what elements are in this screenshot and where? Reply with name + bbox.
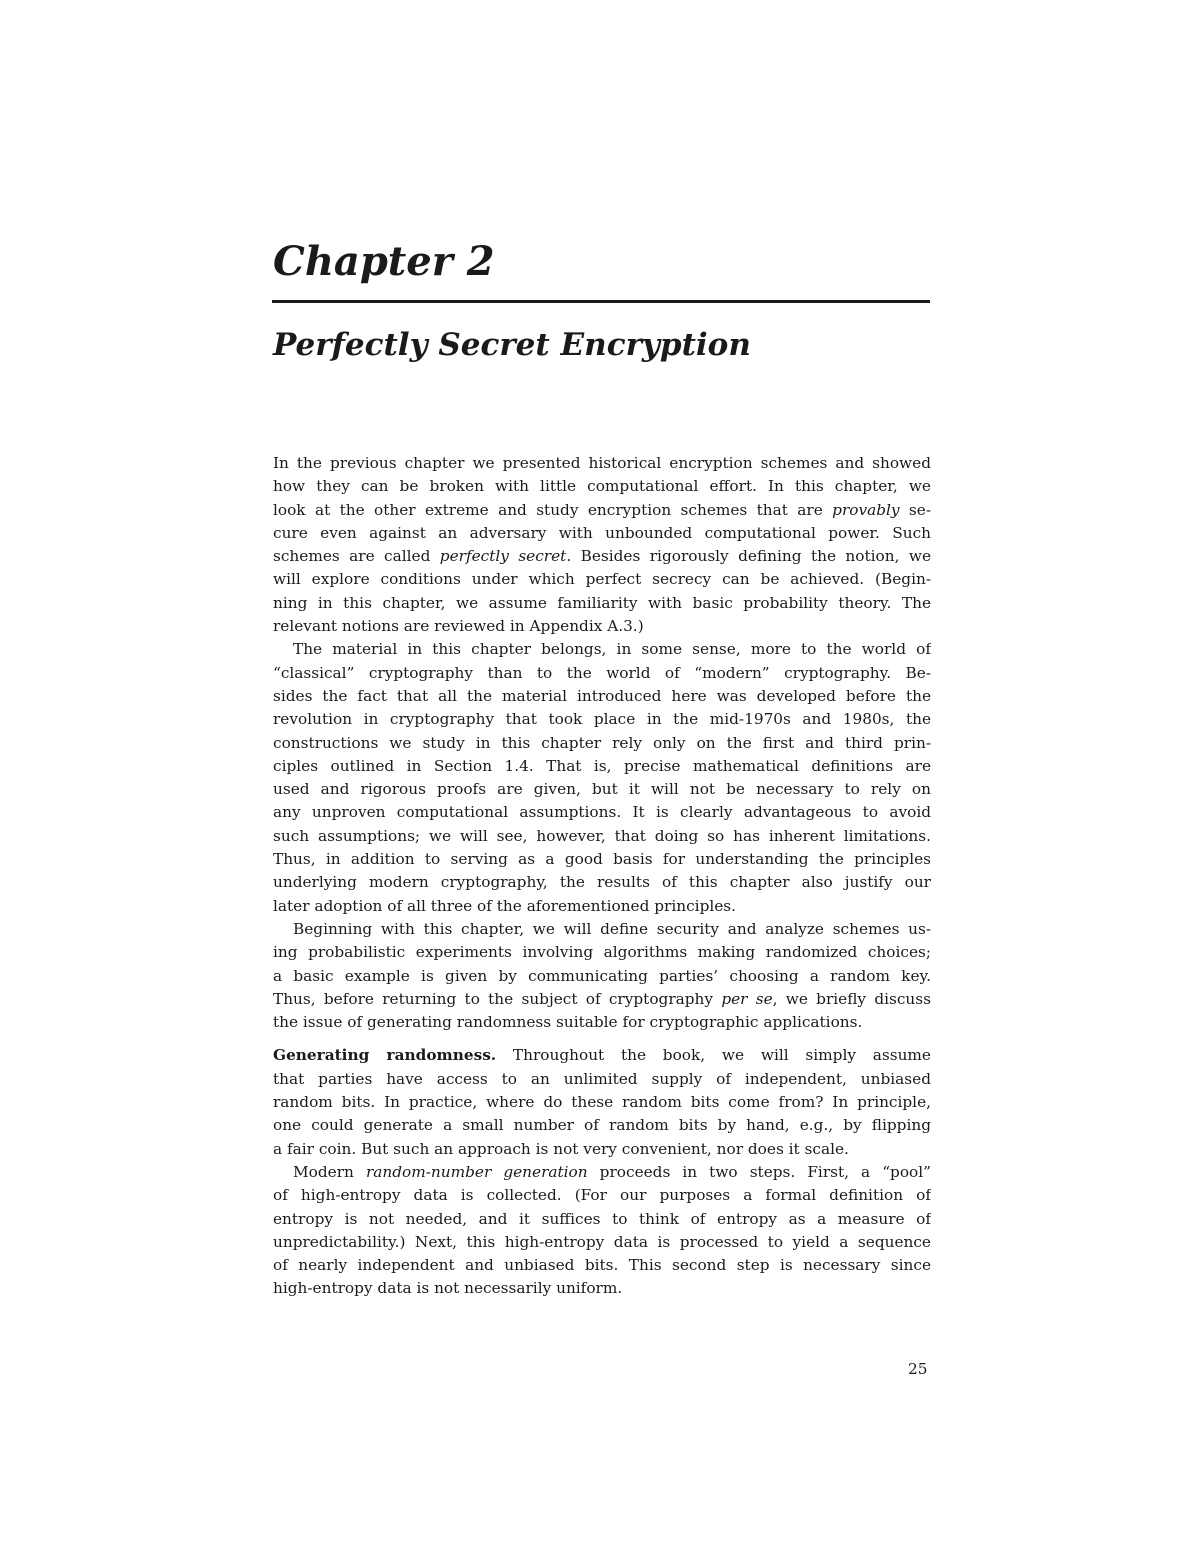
text-line xyxy=(273,825,931,848)
chapter-rule xyxy=(272,300,930,303)
text-line xyxy=(273,1254,931,1277)
text-run: “classical” cryptography than to the world of “modern” cryptography. Be- xyxy=(273,663,931,682)
section-gap xyxy=(273,1034,931,1044)
text-line xyxy=(273,1068,931,1091)
text-line xyxy=(273,708,931,731)
paragraph xyxy=(273,638,931,918)
text-line xyxy=(273,1091,931,1114)
text-run: . Besides rigorously defining the notion, we xyxy=(566,547,931,566)
text-run: The material in this chapter belongs, in some sense, more to the world of xyxy=(293,640,931,659)
text-line xyxy=(273,592,931,615)
text-run: sides the fact that all the material introduced here was developed before the xyxy=(273,686,931,705)
text-run: ing probabilistic experiments involving algorithms making randomized choices; xyxy=(273,943,931,962)
text-line xyxy=(273,1231,931,1254)
text-run: , we briefly discuss xyxy=(772,989,931,1008)
emphasized-term: per se xyxy=(721,989,773,1008)
text-line xyxy=(273,871,931,894)
text-line xyxy=(273,801,931,824)
text-run: of nearly independent and unbiased bits. This second step is necessary since xyxy=(273,1256,931,1275)
chapter-title: Perfectly Secret Encryption xyxy=(273,327,751,363)
text-run: constructions we study in this chapter rely only on the first and third prin- xyxy=(273,733,931,752)
text-run: entropy is not needed, and it suffices to think of entropy as a measure of xyxy=(273,1209,931,1228)
text-run: relevant notions are reviewed in Appendix A.3.) xyxy=(273,617,644,636)
text-line xyxy=(273,778,931,801)
run-in-heading: Generating randomness. xyxy=(273,1046,497,1065)
text-run: random bits. In practice, where do these random bits come from? In principle, xyxy=(273,1093,931,1112)
text-line xyxy=(273,1138,931,1161)
text-line xyxy=(273,965,931,988)
text-line xyxy=(273,522,931,545)
body-text xyxy=(273,452,931,1301)
text-run: how they can be broken with little computational effort. In this chapter, we xyxy=(273,477,931,496)
text-run: that parties have access to an unlimited supply of independent, unbiased xyxy=(273,1069,931,1088)
text-run: used and rigorous proofs are given, but it will not be necessary to rely on xyxy=(273,780,931,799)
text-line xyxy=(273,732,931,755)
text-run: proceeds in two steps. First, a “pool” xyxy=(587,1162,931,1181)
text-line xyxy=(273,988,931,1011)
text-run: look at the other extreme and study encryption schemes that are xyxy=(273,500,833,519)
text-run: Thus, in addition to serving as a good basis for understanding the principles xyxy=(273,850,931,869)
text-run: of high-entropy data is collected. (For our purposes a formal definition of xyxy=(273,1186,931,1205)
text-line xyxy=(273,638,931,661)
text-line xyxy=(273,1184,931,1207)
text-line xyxy=(273,615,931,638)
text-line xyxy=(273,1011,931,1034)
text-run: Throughout the book, we will simply assume xyxy=(496,1046,931,1065)
emphasized-term: provably xyxy=(832,500,900,519)
text-run: revolution in cryptography that took place in the mid-1970s and 1980s, the xyxy=(273,710,931,729)
text-line xyxy=(273,848,931,871)
paragraph xyxy=(273,1161,931,1301)
text-line xyxy=(273,918,931,941)
text-run: the issue of generating randomness suitable for cryptographic applications. xyxy=(273,1013,863,1032)
text-run: will explore conditions under which perfect secrecy can be achieved. (Begin- xyxy=(273,570,931,589)
text-run: schemes are called xyxy=(273,547,440,566)
text-run: In the previous chapter we presented historical encryption schemes and showed xyxy=(273,454,931,472)
text-line xyxy=(273,685,931,708)
text-run: cure even against an adversary with unbounded computational power. Such xyxy=(273,523,931,542)
text-run: a basic example is given by communicating parties’ choosing a random key. xyxy=(273,966,931,985)
text-line xyxy=(273,1044,931,1067)
text-run: Modern xyxy=(293,1162,366,1181)
text-run: any unproven computational assumptions. It is clearly advantageous to avoid xyxy=(273,803,931,822)
text-run: unpredictability.) Next, this high-entropy data is processed to yield a sequence xyxy=(273,1232,931,1251)
text-run: se- xyxy=(899,500,931,519)
text-line xyxy=(273,452,931,475)
emphasized-term: perfectly secret xyxy=(439,547,567,566)
text-line xyxy=(273,941,931,964)
text-line xyxy=(273,1114,931,1137)
text-run: ning in this chapter, we assume familiarity with basic probability theory. The xyxy=(273,593,931,612)
text-line xyxy=(273,662,931,685)
paragraph xyxy=(273,918,931,1034)
text-run: one could generate a small number of random bits by hand, e.g., by flipping xyxy=(273,1116,931,1135)
text-line xyxy=(273,475,931,498)
text-line xyxy=(273,545,931,568)
text-run: ciples outlined in Section 1.4. That is, precise mathematical definitions are xyxy=(273,756,931,775)
text-run: Thus, before returning to the subject of cryptography xyxy=(273,989,722,1008)
text-run: such assumptions; we will see, however, that doing so has inherent limitations. xyxy=(273,826,931,845)
paragraph xyxy=(273,452,931,638)
text-run: Beginning with this chapter, we will define security and analyze schemes us- xyxy=(293,919,931,938)
text-run: underlying modern cryptography, the results of this chapter also justify our xyxy=(273,873,931,892)
page-number: 25 xyxy=(908,1360,928,1378)
text-line xyxy=(273,895,931,918)
text-line xyxy=(273,1208,931,1231)
text-run: later adoption of all three of the aforementioned principles. xyxy=(273,896,737,915)
text-line xyxy=(273,755,931,778)
text-line xyxy=(273,1277,931,1300)
emphasized-term: random-number generation xyxy=(365,1162,588,1181)
text-line xyxy=(273,568,931,591)
paragraph-generating-randomness xyxy=(273,1044,931,1160)
text-line xyxy=(273,1161,931,1184)
text-run: a fair coin. But such an approach is not very convenient, nor does it scale. xyxy=(273,1139,849,1158)
text-line xyxy=(273,499,931,522)
text-run: high-entropy data is not necessarily uniform. xyxy=(273,1279,623,1298)
chapter-label: Chapter 2 xyxy=(273,238,495,285)
